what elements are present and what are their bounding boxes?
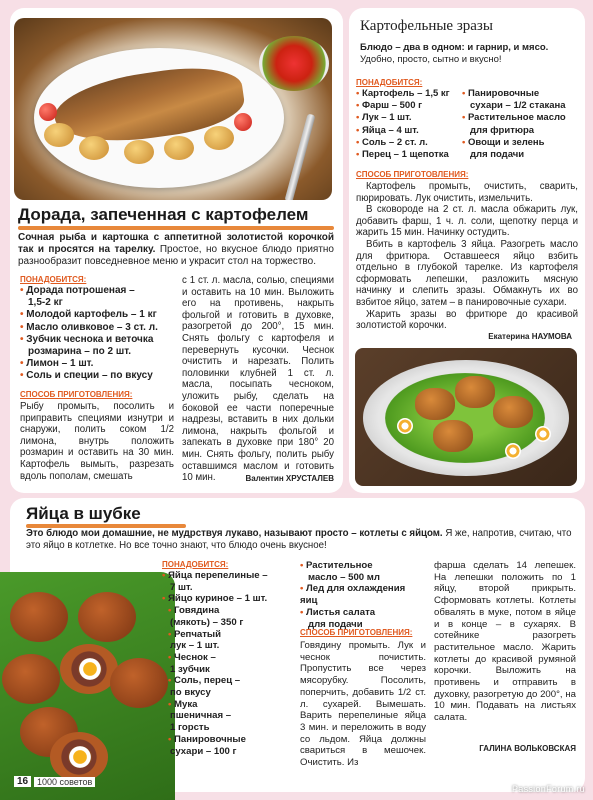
ingredient: • Листья салата xyxy=(300,607,420,619)
dorada-method-right: с 1 ст. л. масла, солью, специями и оставить на 10 мин. Выложить его на противень, накрыть фольгой и готовить в духовке, разогретой до 200°, 15 мин. Снять фольгу с картофеля и перевернуть кусочки. Чеснок очистить и нарезать. Полить половинки клубней 1 ст. л. масла, посыпать чесноком, уложить рыбу, сделать на боковой ее части поперечные надрезы, вставить в них дольки лимона, накрыть фольгой и запекать в духовке при 180° 20 мин. Снять фольгу, полить рыбу оставшимся маслом и готовить 10 мин. xyxy=(182,275,334,484)
ingredient: • Овощи и зелень xyxy=(462,137,580,149)
magazine-name: 1000 советов xyxy=(34,777,95,787)
ingredient: пшеничная – xyxy=(170,710,232,722)
dorada-need-label: ПОНАДОБИТСЯ: xyxy=(20,275,87,284)
ingredient: для подачи xyxy=(470,149,525,161)
zrazy-ingredients-left xyxy=(356,88,464,161)
ingredient: сухари – 100 г xyxy=(170,745,237,757)
eggs-intro xyxy=(26,528,578,552)
ingredient: • Лед для охлаждения яиц xyxy=(300,583,420,606)
ingredient: • Панировочные xyxy=(162,734,290,746)
eggs-intro-rest: Я же, напротив, считаю, что это яйцо в котлетке. Но все точно знают, что блюдо очень вкусное! xyxy=(26,528,572,551)
zrazy-subtitle-bold: Блюдо – два в одном: и гарнир, и мясо. xyxy=(360,42,549,53)
eggs-title: Яйца в шубке xyxy=(26,504,141,523)
ingredient: • Растительное xyxy=(300,560,420,572)
ingredient: • Зубчик чеснока и веточка xyxy=(20,334,178,346)
zrazy-ingredients-right xyxy=(462,88,580,161)
ingredient: • Панировочные xyxy=(462,88,580,100)
method-step: Жарить зразы во фритюре до красивой золотистой корочки. xyxy=(356,308,578,332)
method-step: Вбить в картофель 3 яйца. Разогреть масло для фритюра. Оставшееся яйцо взбить отдельно в глубокой тарелке. Из картофеля сформовать лепешки, разложить мясную начинку и слепить зразы. Обмакнуть их во взбитое яйцо, затем – в панировочные сухари. xyxy=(356,238,578,308)
ingredient: • Масло оливковое – 3 ст. л. xyxy=(20,322,178,334)
method-step: Картофель промыть, очистить, сварить, пюрировать. Лук очистить, измельчить. xyxy=(356,181,578,204)
zrazy-need-label: ПОНАДОБИТСЯ: xyxy=(356,78,423,87)
ingredient: • Растительное масло xyxy=(462,112,580,124)
ingredient: • Соль и специи – по вкусу xyxy=(20,370,178,382)
ingredient: лук – 1 шт. xyxy=(170,640,220,652)
ingredient: • Картофель – 1,5 кг xyxy=(356,88,464,100)
zrazy-author: Екатерина НАУМОВА xyxy=(488,332,572,341)
zrazy-subtitle-rest: Удобно, просто, сытно и вкусно! xyxy=(360,54,502,65)
eggs-ingredients-a xyxy=(162,570,290,757)
ingredient: сухари – 1/2 стакана xyxy=(470,100,566,112)
zrazy-title: Картофельные зразы xyxy=(360,18,493,34)
dorada-method-label: СПОСОБ ПРИГОТОВЛЕНИЯ: xyxy=(20,390,133,399)
eggs-method-mid: Говядину промыть. Лук и чеснок почистить. Пропустить все через мясорубку. Посолить, поперчить, добавить 1/2 ст. л. сухарей. Вымешать. Варить перепелиные яйца 3 мин. и переложить в воду со льдом. Яйца должны свариться в мешочек. Очистить. Из xyxy=(300,640,426,769)
ingredient: (мякоть) – 350 г xyxy=(170,616,244,628)
page-number: 16 xyxy=(14,776,31,787)
ingredient: • Яйца перепелиные – xyxy=(162,570,290,582)
dorada-intro-bold: Сочная рыба и картошка с аппетитной золотистой корочкой так и просятся на тарелку. xyxy=(18,232,334,256)
dorada-author: Валентин ХРУСТАЛЕВ xyxy=(245,474,334,483)
dorada-intro-rest: Простое, но вкусное блюдо приятно разнообразит повседневное меню и украсит стол на торжество. xyxy=(18,244,334,268)
ingredient: для подачи xyxy=(308,618,363,630)
ingredient: • Чеснок – xyxy=(162,652,290,664)
eggs-method-label: СПОСОБ ПРИГОТОВЛЕНИЯ: xyxy=(300,628,413,637)
ingredient: • Говядина xyxy=(162,605,290,617)
ingredient: • Лимон – 1 шт. xyxy=(20,358,178,370)
dorada-method-left: Рыбу промыть, посолить и приправить специями изнутри и снаружи, полить соком 1/2 лимона, внутрь положить розмарин и оставить на 30 мин. Картофель вымыть, разрезать вдоль пополам, смешать xyxy=(20,401,174,482)
ingredient: • Дорада потрошеная – xyxy=(20,285,178,297)
zrazy-method xyxy=(356,181,578,332)
ingredient: • Репчатый xyxy=(162,629,290,641)
ingredient: 1,5-2 кг xyxy=(28,297,63,309)
eggs-intro-bold: Это блюдо мои домашние, не мудрствуя лукаво, называют просто – котлеты с яйцом. xyxy=(26,528,443,539)
ingredient: • Яйца – 4 шт. xyxy=(356,125,464,137)
zrazy-photo xyxy=(355,348,577,486)
eggs-ingredients-b xyxy=(300,560,420,630)
dorada-ingredients xyxy=(20,285,178,383)
dorada-intro xyxy=(18,232,334,269)
ingredient: для фритюра xyxy=(470,124,535,136)
eggs-method-right: фарша сделать 14 лепешек. На лепешки положить по 1 яйцу, второй прикрыть. Сформовать котлеты. Котлеты обвалять в муке, потом в яйце и в конце – в сухарях. В сотейнике разогреть растительное масло. Жарить котлеты до красивой румяной корочки. Выложить на противень и отправить в духовку, разогретую до 200°, на 10 мин. Подавать на листьях салата. xyxy=(434,560,576,724)
ingredient: 1 зубчик xyxy=(170,663,210,675)
ingredient: по вкусу xyxy=(170,687,211,699)
ingredient: • Фарш – 500 г xyxy=(356,100,464,112)
eggs-need-label: ПОНАДОБИТСЯ: xyxy=(162,560,229,569)
zrazy-method-label: СПОСОБ ПРИГОТОВЛЕНИЯ: xyxy=(356,170,469,179)
ingredient: • Перец – 1 щепотка xyxy=(356,149,464,161)
eggs-photo xyxy=(0,572,175,800)
ingredient: 1 горсть xyxy=(170,722,210,734)
ingredient: • Соль – 2 ст. л. xyxy=(356,137,464,149)
eggs-author: ГАЛИНА ВОЛЬКОВСКАЯ xyxy=(479,744,576,753)
watermark: PassionForum.ru xyxy=(511,784,585,794)
method-step: В сковороде на 2 ст. л. масла обжарить лук, добавить фарш, 1 ч. л. соли, щепотку перца и жарить 15 мин. Начинку остудить. xyxy=(356,204,578,239)
ingredient: масло – 500 мл xyxy=(308,571,380,583)
dorada-title: Дорада, запеченная с картофелем xyxy=(18,205,309,224)
ingredient: • Яйцо куриное – 1 шт. xyxy=(162,593,290,605)
ingredient: 7 шт. xyxy=(170,581,193,593)
ingredient: розмарина – по 2 шт. xyxy=(28,346,132,358)
ingredient: • Соль, перец – xyxy=(162,675,290,687)
zrazy-subtitle xyxy=(360,42,580,66)
ingredient: • Молодой картофель – 1 кг xyxy=(20,309,178,321)
ingredient: • Лук – 1 шт. xyxy=(356,112,464,124)
dorada-photo xyxy=(14,18,332,200)
ingredient: • Мука xyxy=(162,699,290,711)
